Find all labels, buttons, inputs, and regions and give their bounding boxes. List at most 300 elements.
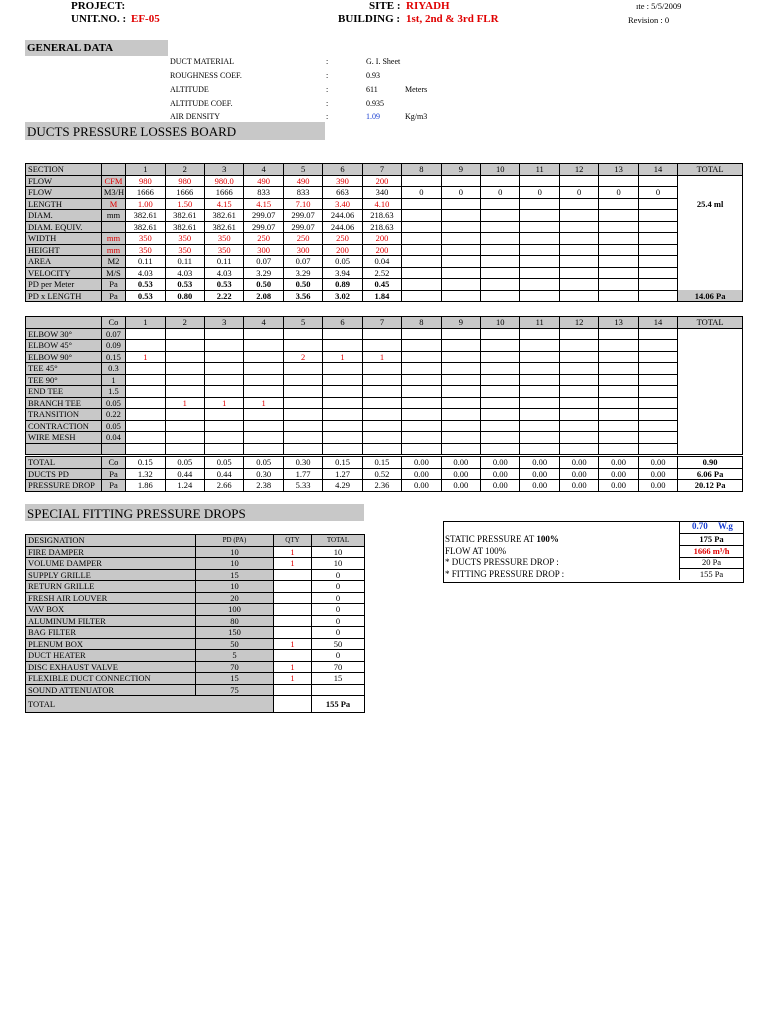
table-cell: 382.61 xyxy=(165,221,204,233)
table-cell: 1.77 xyxy=(283,468,322,480)
table-cell xyxy=(559,363,598,375)
table-header-row xyxy=(26,164,743,176)
table-cell xyxy=(678,386,743,398)
table-row xyxy=(26,546,365,558)
table-cell xyxy=(678,443,743,456)
column-header: 12 xyxy=(559,317,598,329)
table-cell: Co xyxy=(101,456,125,469)
table-cell xyxy=(678,432,743,444)
table-cell: 980 xyxy=(126,175,165,187)
table-cell xyxy=(126,409,165,421)
table-cell: 0.00 xyxy=(599,468,638,480)
table-cell xyxy=(599,210,638,222)
table-row xyxy=(26,210,743,222)
table-row xyxy=(26,420,743,432)
table-cell xyxy=(441,290,480,302)
table-cell: 5.33 xyxy=(283,480,322,492)
table-cell xyxy=(638,221,677,233)
table-cell xyxy=(402,443,441,456)
table-cell: FLOW xyxy=(26,175,102,187)
table-cell: 0.00 xyxy=(441,468,480,480)
table-row xyxy=(26,432,743,444)
table-cell: 0.00 xyxy=(520,468,559,480)
table-cell xyxy=(126,340,165,352)
column-header: TOTAL xyxy=(678,317,743,329)
table-cell xyxy=(559,175,598,187)
table-cell: 5 xyxy=(196,650,274,662)
table-cell: 0 xyxy=(312,569,365,581)
table-row xyxy=(26,290,743,302)
table-cell: 0.11 xyxy=(204,256,243,268)
table-cell: FIRE DAMPER xyxy=(26,546,196,558)
table-cell: Pa xyxy=(101,480,125,492)
table-cell: 0.00 xyxy=(559,456,598,469)
table-cell xyxy=(165,420,204,432)
table-cell xyxy=(441,221,480,233)
table-cell: 0.00 xyxy=(599,480,638,492)
table-cell xyxy=(599,443,638,456)
column-header xyxy=(26,317,102,329)
table-cell: mm xyxy=(101,233,125,245)
table-cell: 10 xyxy=(196,558,274,570)
table-cell: 0.07 xyxy=(244,256,283,268)
table-cell: Pa xyxy=(101,290,125,302)
table-cell: 350 xyxy=(165,233,204,245)
building-label: BUILDING : xyxy=(338,13,401,25)
table-cell: 0.00 xyxy=(520,456,559,469)
summary-label-text: FLOW AT 100% xyxy=(445,546,507,556)
table-cell xyxy=(402,420,441,432)
table-cell xyxy=(559,221,598,233)
table-cell xyxy=(678,363,743,375)
table-cell xyxy=(638,328,677,340)
table-row xyxy=(26,569,365,581)
table-cell: 299.07 xyxy=(283,221,322,233)
table-cell xyxy=(244,374,283,386)
summary-value: 155 Pa xyxy=(679,569,743,580)
table-cell: 0.00 xyxy=(638,456,677,469)
table-cell xyxy=(599,175,638,187)
table-cell xyxy=(441,386,480,398)
table-cell xyxy=(481,175,520,187)
table-cell xyxy=(638,210,677,222)
table-cell xyxy=(638,256,677,268)
special-fittings-table xyxy=(25,534,365,713)
table-cell xyxy=(520,397,559,409)
table-cell xyxy=(441,256,480,268)
table-cell: 200 xyxy=(362,233,401,245)
table-row xyxy=(26,386,743,398)
column-header: 12 xyxy=(559,164,598,176)
table-cell xyxy=(638,279,677,291)
table-cell: 100 xyxy=(196,604,274,616)
table-cell: 7.10 xyxy=(283,198,322,210)
table-cell xyxy=(559,198,598,210)
table-cell: 3.02 xyxy=(323,290,362,302)
table-cell xyxy=(481,443,520,456)
table-cell: M/S xyxy=(101,267,125,279)
table-cell: 0.90 xyxy=(678,456,743,469)
table-cell xyxy=(204,432,243,444)
duct-sections-table xyxy=(25,163,743,302)
table-cell: 3.40 xyxy=(323,198,362,210)
table-cell xyxy=(244,340,283,352)
table-cell: WIDTH xyxy=(26,233,102,245)
table-cell: 980.0 xyxy=(204,175,243,187)
table-cell: LENGTH xyxy=(26,198,102,210)
building-value: 1st, 2nd & 3rd FLR xyxy=(406,13,499,25)
table-cell xyxy=(481,198,520,210)
column-header: 6 xyxy=(323,164,362,176)
table-cell: 0.05 xyxy=(244,456,283,469)
general-value: 611 xyxy=(366,85,378,94)
table-cell: 1.32 xyxy=(126,468,165,480)
table-cell xyxy=(481,409,520,421)
table-cell xyxy=(638,386,677,398)
table-cell: 244.06 xyxy=(323,221,362,233)
general-value: 0.935 xyxy=(366,99,384,108)
table-cell xyxy=(274,627,312,639)
table-row xyxy=(26,581,365,593)
table-cell: 0.3 xyxy=(101,363,125,375)
table-cell: 0 xyxy=(312,581,365,593)
summary-value: 20 Pa xyxy=(679,557,743,569)
table-cell: 10 xyxy=(196,581,274,593)
table-row xyxy=(26,221,743,233)
table-cell xyxy=(441,244,480,256)
table-cell xyxy=(520,221,559,233)
table-cell: 0.05 xyxy=(101,420,125,432)
table-cell xyxy=(481,432,520,444)
table-cell: 4.10 xyxy=(362,198,401,210)
total-row xyxy=(26,696,365,713)
table-cell: 0 xyxy=(559,187,598,199)
table-cell: 382.61 xyxy=(126,210,165,222)
table-row xyxy=(26,558,365,570)
table-cell: 1.27 xyxy=(323,468,362,480)
table-cell xyxy=(283,340,322,352)
table-row xyxy=(26,233,743,245)
table-cell xyxy=(678,175,743,187)
table-cell xyxy=(244,420,283,432)
table-cell xyxy=(274,569,312,581)
table-cell xyxy=(126,397,165,409)
table-cell xyxy=(599,420,638,432)
table-cell: 1 xyxy=(244,397,283,409)
table-cell xyxy=(323,374,362,386)
project-label: PROJECT: xyxy=(71,0,126,12)
table-cell xyxy=(126,374,165,386)
table-cell: 0.07 xyxy=(283,256,322,268)
table-cell: 2.36 xyxy=(362,480,401,492)
table-cell: 382.61 xyxy=(204,221,243,233)
table-cell xyxy=(402,210,441,222)
table-cell: 1666 xyxy=(165,187,204,199)
table-cell xyxy=(274,650,312,662)
table-cell: 1 xyxy=(323,351,362,363)
table-cell xyxy=(165,374,204,386)
table-row xyxy=(26,351,743,363)
table-cell: 0.05 xyxy=(204,456,243,469)
table-cell: SOUND ATTENUATOR xyxy=(26,684,196,696)
table-cell: CFM xyxy=(101,175,125,187)
table-cell: TEE 90° xyxy=(26,374,102,386)
table-cell: CONTRACTION xyxy=(26,420,102,432)
table-cell: ELBOW 30° xyxy=(26,328,102,340)
table-cell: 0.15 xyxy=(126,456,165,469)
table-cell: 0.00 xyxy=(481,468,520,480)
table-cell: 1 xyxy=(204,397,243,409)
column-header: 4 xyxy=(244,164,283,176)
table-row xyxy=(26,328,743,340)
table-cell xyxy=(402,328,441,340)
table-cell: mm xyxy=(101,244,125,256)
table-cell xyxy=(678,397,743,409)
table-cell: VAV BOX xyxy=(26,604,196,616)
table-cell: 0.44 xyxy=(165,468,204,480)
table-cell: 0.04 xyxy=(101,432,125,444)
table-cell xyxy=(402,386,441,398)
table-row xyxy=(26,592,365,604)
table-cell xyxy=(441,210,480,222)
table-cell xyxy=(165,432,204,444)
summary-top-cell xyxy=(679,521,743,534)
table-cell: 2.38 xyxy=(244,480,283,492)
table-cell xyxy=(481,397,520,409)
general-colon: : xyxy=(326,112,329,121)
table-cell xyxy=(101,221,125,233)
summary-label xyxy=(445,546,506,556)
table-cell: 0 xyxy=(441,187,480,199)
board-title: DUCTS PRESSURE LOSSES BOARD xyxy=(27,124,237,139)
table-cell: 4.03 xyxy=(204,267,243,279)
column-header: 10 xyxy=(481,317,520,329)
general-label: ALTITUDE xyxy=(170,85,209,94)
table-cell xyxy=(283,374,322,386)
summary-value: 175 Pa xyxy=(679,534,743,546)
table-cell: 0.05 xyxy=(165,456,204,469)
table-cell: ELBOW 45° xyxy=(26,340,102,352)
table-cell: 3.29 xyxy=(283,267,322,279)
summary-top-unit: W.g xyxy=(718,521,733,531)
table-cell: 10 xyxy=(312,558,365,570)
table-row xyxy=(26,684,365,696)
table-cell xyxy=(599,221,638,233)
table-cell: 0.00 xyxy=(599,456,638,469)
table-cell xyxy=(678,351,743,363)
column-header: 8 xyxy=(402,164,441,176)
table-cell xyxy=(441,351,480,363)
table-cell xyxy=(362,432,401,444)
table-cell: 15 xyxy=(196,569,274,581)
table-cell: BAG FILTER xyxy=(26,627,196,639)
table-cell xyxy=(204,328,243,340)
table-cell xyxy=(244,328,283,340)
table-cell xyxy=(678,210,743,222)
table-cell xyxy=(402,374,441,386)
table-cell xyxy=(274,615,312,627)
table-cell xyxy=(283,409,322,421)
table-cell xyxy=(283,420,322,432)
table-cell xyxy=(402,267,441,279)
column-header: 2 xyxy=(165,317,204,329)
table-cell: 350 xyxy=(165,244,204,256)
table-cell xyxy=(312,684,365,696)
table-cell: PD x LENGTH xyxy=(26,290,102,302)
table-cell xyxy=(165,386,204,398)
table-cell xyxy=(638,409,677,421)
table-cell: 1.00 xyxy=(126,198,165,210)
table-cell xyxy=(559,256,598,268)
table-cell xyxy=(678,279,743,291)
table-cell xyxy=(402,175,441,187)
table-cell: 14.06 Pa xyxy=(678,290,743,302)
table-cell xyxy=(638,363,677,375)
table-cell: 10 xyxy=(312,546,365,558)
table-cell: 0.00 xyxy=(481,456,520,469)
table-cell xyxy=(204,374,243,386)
revision-text: Revision : 0 xyxy=(628,15,670,25)
table-cell: 0.05 xyxy=(101,397,125,409)
unit-value: EF-05 xyxy=(131,13,160,25)
column-header: 5 xyxy=(283,317,322,329)
table-cell: 75 xyxy=(196,684,274,696)
table-cell xyxy=(559,267,598,279)
table-cell xyxy=(599,279,638,291)
table-cell: 4.15 xyxy=(204,198,243,210)
table-cell xyxy=(481,363,520,375)
column-header: 11 xyxy=(520,164,559,176)
table-row xyxy=(26,615,365,627)
table-cell: 1 xyxy=(362,351,401,363)
column-header: 6 xyxy=(323,317,362,329)
table-cell: 0.15 xyxy=(362,456,401,469)
column-header: TOTAL xyxy=(312,535,365,547)
table-cell xyxy=(559,279,598,291)
table-cell xyxy=(441,363,480,375)
table-cell: 0 xyxy=(312,604,365,616)
spacer-row xyxy=(26,443,743,456)
table-cell xyxy=(638,397,677,409)
table-cell: AREA xyxy=(26,256,102,268)
table-cell: 0.05 xyxy=(323,256,362,268)
table-cell xyxy=(283,432,322,444)
table-cell xyxy=(559,386,598,398)
general-label: DUCT MATERIAL xyxy=(170,57,235,66)
table-cell xyxy=(599,351,638,363)
table-cell: Pa xyxy=(101,468,125,480)
column-header: 9 xyxy=(441,164,480,176)
table-cell xyxy=(520,267,559,279)
table-cell: 833 xyxy=(244,187,283,199)
table-cell xyxy=(599,340,638,352)
table-row xyxy=(26,244,743,256)
table-cell: 3.94 xyxy=(323,267,362,279)
table-cell xyxy=(362,328,401,340)
table-cell xyxy=(520,233,559,245)
column-header: 3 xyxy=(204,317,243,329)
table-cell xyxy=(520,198,559,210)
table-cell xyxy=(441,432,480,444)
table-cell: 244.06 xyxy=(323,210,362,222)
date-text: ıte : 5/5/2009 xyxy=(636,1,682,11)
unit-label: UNIT.NO. : xyxy=(71,13,127,25)
table-cell: RETURN GRILLE xyxy=(26,581,196,593)
table-cell xyxy=(678,244,743,256)
table-cell xyxy=(638,374,677,386)
table-cell: 4.03 xyxy=(126,267,165,279)
table-cell xyxy=(481,221,520,233)
column-header: 13 xyxy=(599,317,638,329)
column-header: 1 xyxy=(126,164,165,176)
table-cell xyxy=(244,443,283,456)
table-cell: 350 xyxy=(204,244,243,256)
table-cell xyxy=(165,363,204,375)
table-cell xyxy=(362,409,401,421)
table-cell: 6.06 Pa xyxy=(678,468,743,480)
table-cell: 1 xyxy=(274,661,312,673)
table-row xyxy=(26,175,743,187)
table-cell xyxy=(323,420,362,432)
table-cell: 382.61 xyxy=(126,221,165,233)
table-cell xyxy=(441,397,480,409)
table-cell xyxy=(283,386,322,398)
board-title-box xyxy=(25,122,325,140)
column-header: 13 xyxy=(599,164,638,176)
table-cell xyxy=(402,279,441,291)
table-cell: 0.30 xyxy=(244,468,283,480)
general-colon: : xyxy=(326,99,329,108)
table-cell xyxy=(559,420,598,432)
table-cell: DISC EXHAUST VALVE xyxy=(26,661,196,673)
table-cell xyxy=(402,290,441,302)
table-cell: 0.50 xyxy=(283,279,322,291)
table-cell xyxy=(204,420,243,432)
table-cell xyxy=(520,340,559,352)
table-cell xyxy=(520,432,559,444)
column-header: SECTION xyxy=(26,164,102,176)
table-cell: 980 xyxy=(165,175,204,187)
table-cell xyxy=(559,233,598,245)
table-cell xyxy=(274,581,312,593)
table-cell xyxy=(481,279,520,291)
table-cell xyxy=(165,443,204,456)
table-cell: 1 xyxy=(274,558,312,570)
table-cell xyxy=(362,340,401,352)
table-cell xyxy=(481,233,520,245)
table-cell xyxy=(520,351,559,363)
table-cell xyxy=(441,175,480,187)
table-cell xyxy=(520,244,559,256)
table-cell: 10 xyxy=(196,546,274,558)
table-cell xyxy=(26,443,102,456)
table-cell: 0.00 xyxy=(559,480,598,492)
table-cell: 0.00 xyxy=(638,468,677,480)
table-cell xyxy=(599,374,638,386)
table-cell xyxy=(362,374,401,386)
table-cell: ALUMINUM FILTER xyxy=(26,615,196,627)
table-cell xyxy=(520,328,559,340)
table-cell: 218.63 xyxy=(362,221,401,233)
table-cell xyxy=(638,340,677,352)
table-cell: ELBOW 90° xyxy=(26,351,102,363)
total-value: 155 Pa xyxy=(312,696,365,713)
table-cell xyxy=(559,244,598,256)
table-cell xyxy=(323,363,362,375)
total-row xyxy=(26,456,743,469)
table-cell xyxy=(402,198,441,210)
table-row xyxy=(26,638,365,650)
